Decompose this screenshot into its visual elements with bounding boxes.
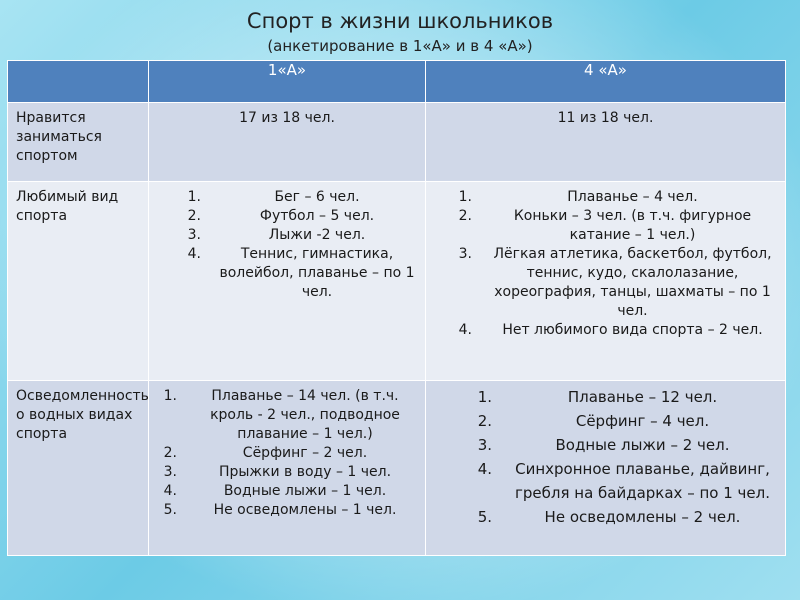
list-item xyxy=(149,463,421,482)
list-item xyxy=(149,387,421,444)
list-item xyxy=(149,501,421,520)
cell-water-sports-4a xyxy=(426,381,786,556)
list-item xyxy=(149,444,421,463)
slide-title: Спорт в жизни школьников xyxy=(246,9,554,33)
list-item-number: 2. xyxy=(477,412,492,430)
list-item-number: 4. xyxy=(458,322,472,338)
water-sports-list-1a xyxy=(149,381,425,520)
list-item xyxy=(149,207,421,226)
list-item-text: Не осведомлены – 2 чел. xyxy=(544,508,741,526)
list-item-text: Бег – 6 чел. xyxy=(274,189,360,205)
list-item-text: Не осведомлены – 1 чел. xyxy=(213,502,397,518)
water-sports-list-4a xyxy=(426,381,785,529)
list-item-text: Сёрфинг – 2 чел. xyxy=(242,445,368,461)
header-class-1a: 1«А» xyxy=(149,61,426,103)
list-item-number: 2. xyxy=(187,208,201,224)
list-item-text: Водные лыжи – 1 чел. xyxy=(223,483,387,499)
row-label-favorite-sport: Любимый вид спорта xyxy=(8,182,149,381)
list-item-number: 3. xyxy=(458,246,472,262)
list-item-number: 3. xyxy=(163,464,177,480)
list-item xyxy=(426,188,781,207)
list-item xyxy=(426,505,781,529)
list-item xyxy=(426,385,781,409)
list-item-text: Лёгкая атлетика, баскетбол, футбол, теннис, кудо, скалолазание, хореография, танцы, шахматы – по 1 чел. xyxy=(493,246,772,319)
list-item xyxy=(426,457,781,505)
list-item-number: 3. xyxy=(187,227,201,243)
list-item-number: 3. xyxy=(477,436,492,454)
cell-likes-sport-4a: 11 из 18 чел. xyxy=(426,103,786,182)
list-item xyxy=(149,188,421,207)
list-item-text: Теннис, гимнастика, волейбол, плаванье – по 1 чел. xyxy=(219,246,415,300)
favorite-sport-list-1a xyxy=(149,182,425,302)
list-item-text: Прыжки в воду – 1 чел. xyxy=(218,464,392,480)
list-item xyxy=(426,207,781,245)
list-item-number: 4. xyxy=(163,483,177,499)
list-item-number: 1. xyxy=(458,189,472,205)
list-item-text: Футбол – 5 чел. xyxy=(259,208,375,224)
list-item xyxy=(149,245,421,302)
list-item xyxy=(426,409,781,433)
cell-favorite-sport-4a xyxy=(426,182,786,381)
table-row xyxy=(8,182,786,381)
list-item-text: Плаванье – 12 чел. xyxy=(567,388,718,406)
list-item-text: Лыжи -2 чел. xyxy=(268,227,366,243)
list-item xyxy=(426,321,781,340)
list-item-number: 5. xyxy=(477,508,492,526)
table-header-row xyxy=(8,61,786,103)
list-item-text: Водные лыжи – 2 чел. xyxy=(555,436,730,454)
row-label-water-sports-awareness: Осведомленность о водных видах спорта xyxy=(8,381,149,556)
list-item-text: Сёрфинг – 4 чел. xyxy=(575,412,710,430)
list-item-number: 2. xyxy=(458,208,472,224)
row-label-likes-sport: Нравится заниматься спортом xyxy=(8,103,149,182)
list-item xyxy=(426,245,781,321)
header-class-4a: 4 «А» xyxy=(426,61,786,103)
slide-subtitle: (анкетирование в 1«А» и в 4 «А») xyxy=(267,37,533,55)
cell-likes-sport-1a: 17 из 18 чел. xyxy=(149,103,426,182)
cell-favorite-sport-1a xyxy=(149,182,426,381)
survey-table xyxy=(7,60,786,556)
list-item-number: 5. xyxy=(163,502,177,518)
cell-water-sports-1a xyxy=(149,381,426,556)
list-item xyxy=(149,482,421,501)
list-item xyxy=(426,433,781,457)
list-item-text: Плаванье – 4 чел. xyxy=(567,189,698,205)
table-row xyxy=(8,381,786,556)
list-item-number: 1. xyxy=(187,189,201,205)
list-item-text: Коньки – 3 чел. (в т.ч. фигурное катание – 1 чел.) xyxy=(513,208,752,243)
list-item-number: 2. xyxy=(163,445,177,461)
list-item-text: Синхронное плаванье, дайвинг, гребля на байдарках – по 1 чел. xyxy=(515,460,770,502)
list-item-number: 4. xyxy=(477,460,492,478)
table-row xyxy=(8,103,786,182)
list-item-text: Плаванье – 14 чел. (в т.ч. кроль - 2 чел., подводное плавание – 1 чел.) xyxy=(210,388,400,442)
list-item-text: Нет любимого вида спорта – 2 чел. xyxy=(502,322,763,338)
list-item-number: 1. xyxy=(163,388,177,404)
list-item xyxy=(149,226,421,245)
list-item-number: 1. xyxy=(477,388,492,406)
header-empty-cell xyxy=(8,61,149,103)
list-item-number: 4. xyxy=(187,246,201,262)
favorite-sport-list-4a xyxy=(426,182,785,340)
